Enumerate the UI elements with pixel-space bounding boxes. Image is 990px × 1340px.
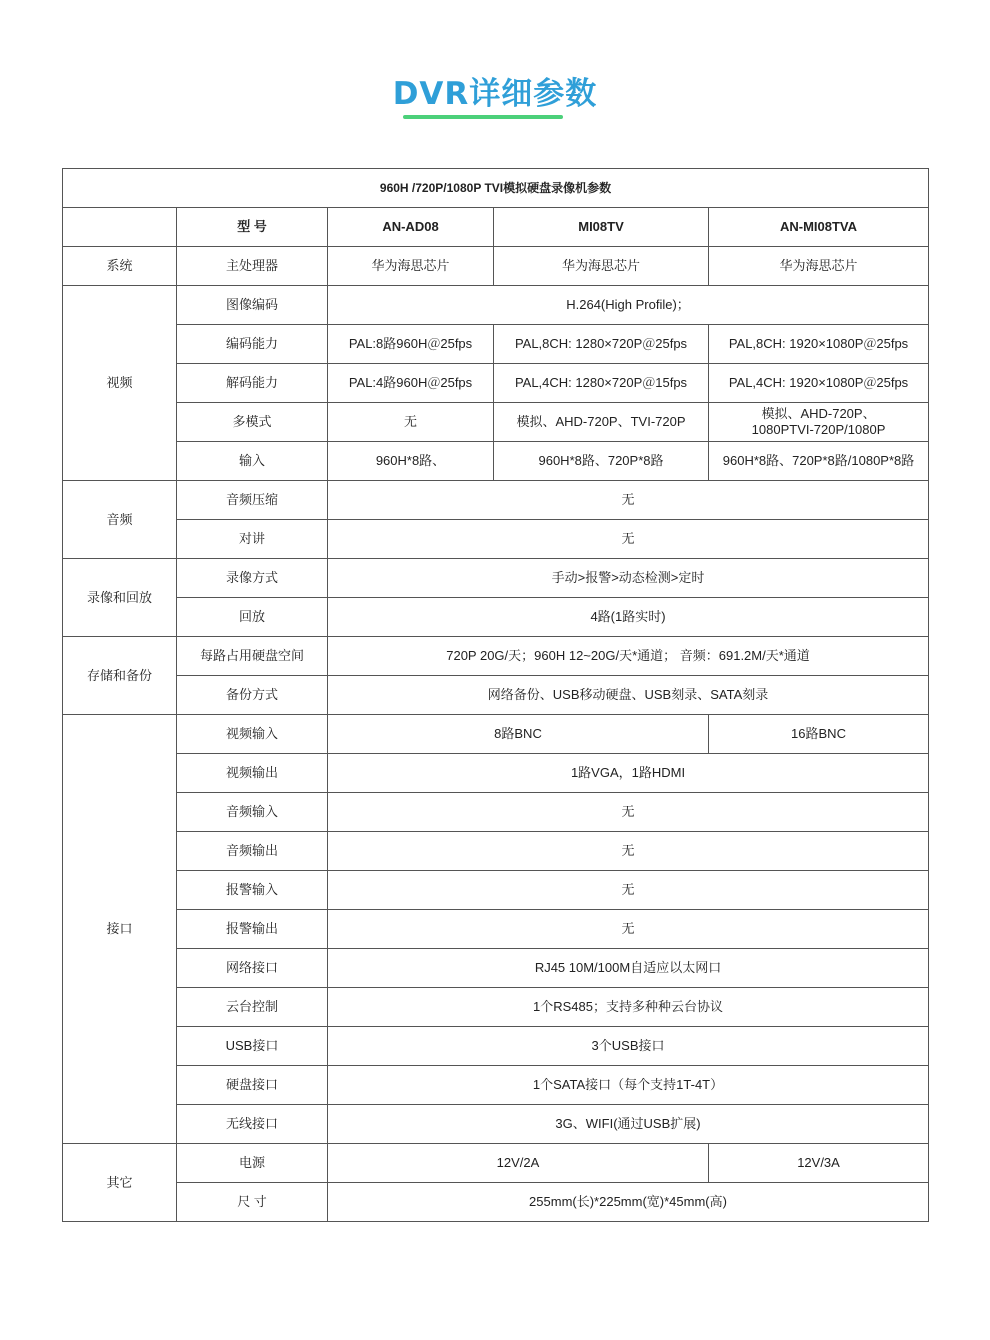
cell-network: RJ45 10M/100M自适应以太网口 [328, 949, 929, 988]
cell-image-codec: H.264(High Profile)； [328, 286, 929, 325]
table-row [63, 637, 929, 676]
table-row [63, 832, 929, 871]
cell-alarm-in: 无 [328, 871, 929, 910]
title-underline [403, 115, 563, 119]
table-row [63, 520, 929, 559]
cell-power-3: 12V/3A [709, 1144, 929, 1183]
row-label-ptz: 云台控制 [177, 988, 328, 1027]
cell-hdd-if: 1个SATA接口（每个支持1T-4T） [328, 1066, 929, 1105]
row-label-wireless: 无线接口 [177, 1105, 328, 1144]
row-label-cpu: 主处理器 [177, 247, 328, 286]
header-item-label: 型 号 [177, 208, 328, 247]
table-row [63, 364, 929, 403]
cell-hdd-space: 720P 20G/天；960H 12~20G/天*通道； 音频：691.2M/天*通道 [328, 637, 929, 676]
row-label-power: 电源 [177, 1144, 328, 1183]
table-row [63, 598, 929, 637]
cell-intercom: 无 [328, 520, 929, 559]
cell-decode-3: PAL,4CH: 1920×1080P＠25fps [709, 364, 929, 403]
cell-video-out: 1路VGA，1路HDMI [328, 754, 929, 793]
cell-power-12: 12V/2A [328, 1144, 709, 1183]
table-row [63, 481, 929, 520]
table-caption-row [63, 169, 929, 208]
cell-wireless: 3G、WIFI(通过USB扩展) [328, 1105, 929, 1144]
table-row [63, 247, 929, 286]
table-row [63, 1144, 929, 1183]
cell-cpu-1: 华为海思芯片 [328, 247, 494, 286]
row-label-video-in: 视频输入 [177, 715, 328, 754]
row-label-audio-in: 音频输入 [177, 793, 328, 832]
row-label-hdd-space: 每路占用硬盘空间 [177, 637, 328, 676]
row-label-intercom: 对讲 [177, 520, 328, 559]
category-record: 录像和回放 [63, 559, 177, 637]
cell-multimode-3-line2: 1080PTVI-720P/1080P [751, 422, 886, 437]
table-header-row [63, 208, 929, 247]
table-row [63, 871, 929, 910]
row-label-backup: 备份方式 [177, 676, 328, 715]
row-label-audio-comp: 音频压缩 [177, 481, 328, 520]
cell-input-2: 960H*8路、720P*8路 [494, 442, 709, 481]
table-row [63, 1066, 929, 1105]
cell-size: 255mm(长)*225mm(宽)*45mm(高) [328, 1183, 929, 1222]
table-row [63, 559, 929, 598]
row-label-decode: 解码能力 [177, 364, 328, 403]
cell-multimode-3-line1: 模拟、AHD-720P、 [761, 406, 876, 421]
table-row [63, 403, 929, 442]
row-label-hdd-if: 硬盘接口 [177, 1066, 328, 1105]
cell-usb: 3个USB接口 [328, 1027, 929, 1066]
row-label-network: 网络接口 [177, 949, 328, 988]
table-row [63, 286, 929, 325]
cell-encode-1: PAL:8路960H＠25fps [328, 325, 494, 364]
cell-audio-in: 无 [328, 793, 929, 832]
cell-cpu-2: 华为海思芯片 [494, 247, 709, 286]
cell-backup: 网络备份、USB移动硬盘、USB刻录、SATA刻录 [328, 676, 929, 715]
cell-video-in-3: 16路BNC [709, 715, 929, 754]
table-row [63, 325, 929, 364]
table-row [63, 442, 929, 481]
cell-playback: 4路(1路实时) [328, 598, 929, 637]
row-label-image-codec: 图像编码 [177, 286, 328, 325]
table-row [63, 754, 929, 793]
table-caption: 960H /720P/1080P TVI模拟硬盘录像机参数 [63, 169, 929, 208]
cell-audio-out: 无 [328, 832, 929, 871]
row-label-alarm-out: 报警输出 [177, 910, 328, 949]
category-video: 视频 [63, 286, 177, 481]
cell-input-3: 960H*8路、720P*8路/1080P*8路 [709, 442, 929, 481]
cell-encode-2: PAL,8CH: 1280×720P＠25fps [494, 325, 709, 364]
spec-table [62, 168, 929, 1222]
table-row [63, 949, 929, 988]
table-row [63, 1105, 929, 1144]
category-interface: 接口 [63, 715, 177, 1144]
header-model-2: MI08TV [494, 208, 709, 247]
row-label-video-out: 视频输出 [177, 754, 328, 793]
row-label-encode: 编码能力 [177, 325, 328, 364]
table-row [63, 793, 929, 832]
table-row [63, 1027, 929, 1066]
cell-multimode-2: 模拟、AHD-720P、TVI-720P [494, 403, 709, 442]
table-row [63, 1183, 929, 1222]
page-title: DVR详细参数 [392, 76, 598, 112]
category-storage: 存储和备份 [63, 637, 177, 715]
row-label-multimode: 多模式 [177, 403, 328, 442]
table-row [63, 676, 929, 715]
category-other: 其它 [63, 1144, 177, 1222]
cell-video-in-12: 8路BNC [328, 715, 709, 754]
row-label-size: 尺 寸 [177, 1183, 328, 1222]
cell-cpu-3: 华为海思芯片 [709, 247, 929, 286]
cell-encode-3: PAL,8CH: 1920×1080P＠25fps [709, 325, 929, 364]
header-blank-cell [63, 208, 177, 247]
header-model-1: AN-AD08 [328, 208, 494, 247]
row-label-usb: USB接口 [177, 1027, 328, 1066]
category-system: 系统 [63, 247, 177, 286]
cell-input-1: 960H*8路、 [328, 442, 494, 481]
row-label-rec-mode: 录像方式 [177, 559, 328, 598]
cell-multimode-1: 无 [328, 403, 494, 442]
cell-alarm-out: 无 [328, 910, 929, 949]
cell-audio-comp: 无 [328, 481, 929, 520]
table-row [63, 715, 929, 754]
row-label-alarm-in: 报警输入 [177, 871, 328, 910]
cell-multimode-3 [709, 403, 929, 442]
category-audio: 音频 [63, 481, 177, 559]
cell-decode-2: PAL,4CH: 1280×720P＠15fps [494, 364, 709, 403]
row-label-input: 输入 [177, 442, 328, 481]
cell-decode-1: PAL:4路960H＠25fps [328, 364, 494, 403]
row-label-playback: 回放 [177, 598, 328, 637]
cell-rec-mode: 手动>报警>动态检测>定时 [328, 559, 929, 598]
table-row [63, 988, 929, 1027]
row-label-audio-out: 音频输出 [177, 832, 328, 871]
cell-ptz: 1个RS485；支持多种种云台协议 [328, 988, 929, 1027]
table-row [63, 910, 929, 949]
header-model-3: AN-MI08TVA [709, 208, 929, 247]
